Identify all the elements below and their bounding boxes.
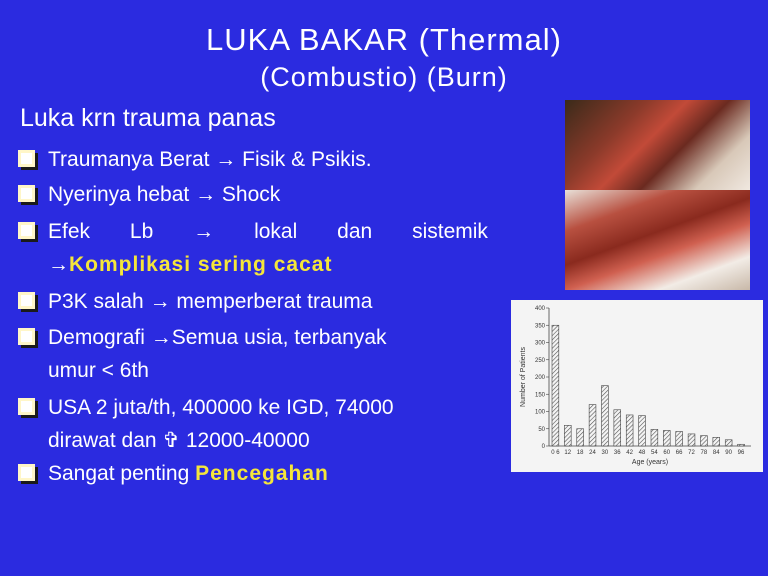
bullet-text: Traumanya Berat → Fisik & Psikis. [48,148,372,171]
checkbox-bullet-icon [18,150,35,167]
x-tick-label: 84 [712,450,720,456]
bullet-text: P3K salah → memperberat trauma [48,290,373,313]
bullet-text: Demografi →Semua usia, terbanyak [48,326,387,349]
bullet-text-line2 [48,248,332,281]
bar [564,425,571,446]
bullet-text: Nyerinya hebat → Shock [48,183,281,206]
y-tick-label: 150 [534,392,545,399]
bar [663,430,670,446]
bar [577,429,584,446]
x-tick-label: 48 [638,450,646,456]
checkbox-bullet-icon [18,292,35,309]
arrow-glyph: → [48,253,69,276]
y-tick-label: 200 [534,375,545,381]
checkbox-bullet-icon [18,328,35,345]
word: Lb [129,220,154,243]
intro-text: Luka krn trauma panas [20,104,276,132]
bar [725,440,732,446]
y-tick-label: 0 [541,444,545,450]
bar [639,416,646,446]
bar [738,444,745,446]
y-tick-label: 400 [534,306,545,312]
bullet-text [48,457,329,490]
y-tick-label: 50 [538,426,545,433]
x-tick-label: 24 [589,450,596,456]
highlight-text: Komplikasi sering cacat [69,253,333,276]
word: dan [337,220,373,243]
x-tick-label: 72 [688,450,695,456]
age-bar-chart [511,300,763,472]
x-tick-label: 90 [725,450,732,456]
bar [676,432,683,446]
bar [614,410,621,446]
highlight-text: Pencegahan [195,462,329,485]
x-tick-label: 60 [663,450,671,456]
checkbox-bullet-icon [18,222,35,239]
y-tick-label: 350 [534,323,545,330]
word: sistemik [412,220,488,243]
x-tick-label: 96 [737,450,745,456]
slide-subtitle: (Combustio) (Burn) [260,62,508,92]
x-tick-label: 54 [651,450,658,456]
y-tick-label: 100 [534,409,545,416]
x-tick-label: 42 [626,450,633,456]
checkbox-bullet-icon [18,185,35,202]
bar [713,437,720,446]
bar [589,405,596,446]
x-tick-label: 18 [576,450,584,456]
bar [701,436,708,446]
word: lokal [254,220,298,243]
word: → [193,220,215,243]
bar [602,386,609,446]
x-tick-label: 0 6 [551,450,560,456]
burn-photo-bottom [565,190,750,290]
checkbox-bullet-icon [18,398,35,415]
x-tick-label: 30 [601,450,609,456]
bullet-text-line2: dirawat dan ✞ 12000-40000 [48,429,310,452]
x-axis-label: Age (years) [631,459,669,466]
x-tick-label: 78 [700,450,708,456]
word: Efek [48,220,91,243]
bar [626,415,633,446]
x-tick-label: 66 [675,450,683,456]
x-tick-label: 12 [564,450,572,456]
y-axis-label: Number of Patients [520,347,527,407]
chart-svg [511,300,763,472]
x-tick-label: 36 [613,450,621,456]
bullet-text-line2: umur < 6th [48,359,149,382]
checkbox-bullet-icon [18,464,35,481]
bar [688,434,695,446]
bar [552,325,559,446]
bullet-text-plain: Sangat penting [48,462,196,485]
bullet-text: USA 2 juta/th, 400000 ke IGD, 74000 [48,396,394,419]
y-tick-label: 300 [534,340,545,347]
bullet-text-justified [48,215,488,248]
burn-photo-top [565,100,750,190]
slide-title: LUKA BAKAR (Thermal) [206,22,562,57]
y-tick-label: 250 [534,357,545,364]
bar [651,429,658,446]
